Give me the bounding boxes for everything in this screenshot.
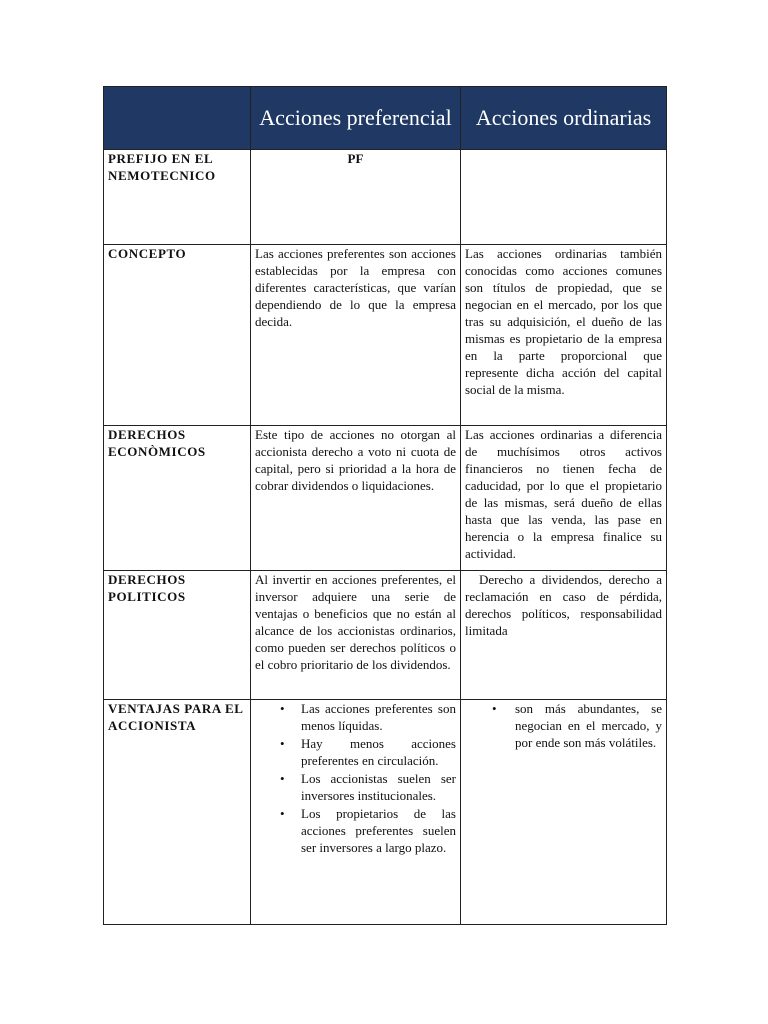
list-item-text: Hay menos acciones preferentes en circulación.	[301, 736, 456, 768]
table-row	[104, 245, 667, 426]
comparison-table	[103, 86, 667, 925]
list-item	[465, 700, 662, 751]
cell-ventajas-ordinarias	[461, 700, 667, 925]
row-label-derechos-politicos: DERECHOS POLITICOS	[104, 571, 251, 700]
cell-politicos-ordinarias	[461, 571, 667, 700]
header-cell-ordinarias: Acciones ordinarias	[461, 87, 667, 150]
list-item-text: Las acciones preferentes son menos líquidas.	[301, 701, 456, 733]
bullet-list-preferencial	[255, 700, 456, 856]
cell-politicos-preferencial: Al invertir en acciones preferentes, el inversor adquiere una serie de ventajas o beneficios que no están al alcance de los accionistas ordinarios, como pueden ser derechos políticos o el cobro prioritario de los dividendos.	[251, 571, 461, 700]
header-cell-preferencial: Acciones preferencial	[251, 87, 461, 150]
cell-concepto-preferencial: Las acciones preferentes son acciones establecidas por la empresa con diferentes características, que varían dependiendo de lo que la empresa decida.	[251, 245, 461, 426]
bullet-icon: •	[280, 771, 285, 786]
cell-economicos-preferencial: Este tipo de acciones no otorgan al accionista derecho a voto ni cuota de capital, pero si prioridad a la hora de cobrar dividendos o liquidaciones.	[251, 426, 461, 571]
table-row	[104, 571, 667, 700]
row-label-ventajas: VENTAJAS PARA EL ACCIONISTA	[104, 700, 251, 925]
table-row	[104, 700, 667, 925]
bullet-icon: •	[280, 806, 285, 821]
bullet-icon: •	[280, 736, 285, 751]
bullet-icon: •	[492, 701, 497, 716]
cell-economicos-ordinarias: Las acciones ordinarias a diferencia de muchísimos otros activos financieros no tienen fecha de caducidad, por lo que el propietario de las mismas, será dueño de ellas hasta que las venda, las pase en herencia o la empresa finalice su actividad.	[461, 426, 667, 571]
list-item	[255, 700, 456, 734]
table-header-row	[104, 87, 667, 150]
cell-concepto-ordinarias: Las acciones ordinarias también conocidas como acciones comunes son títulos de propiedad, que se negocian en el mercado, por los que tras su adquisición, el dueño de las mismas es propietario de la empresa en la parte proporcional que represente dicha acción del capital social de la misma.	[461, 245, 667, 426]
list-item-text: Los propietarios de las acciones preferentes suelen ser inversores a largo plazo.	[301, 806, 456, 855]
header-cell-empty	[104, 87, 251, 150]
table-row	[104, 150, 667, 245]
list-item	[255, 770, 456, 804]
cell-prefijo-preferencial: PF	[251, 150, 461, 245]
cell-ventajas-preferencial	[251, 700, 461, 925]
list-item-text: son más abundantes, se negocian en el mercado, y por ende son más volátiles.	[515, 701, 662, 750]
list-item-text: Los accionistas suelen ser inversores institucionales.	[301, 771, 456, 803]
row-label-concepto: CONCEPTO	[104, 245, 251, 426]
list-item	[255, 805, 456, 856]
list-item	[255, 735, 456, 769]
cell-prefijo-ordinarias	[461, 150, 667, 245]
cell-politicos-ordinarias-text: Derecho a dividendos, derecho a reclamación en caso de pérdida, derechos políticos, responsabilidad limitada	[465, 572, 662, 638]
bullet-list-ordinarias	[465, 700, 662, 751]
row-label-derechos-economicos: DERECHOS ECONÒMICOS	[104, 426, 251, 571]
row-label-prefijo: PREFIJO EN EL NEMOTECNICO	[104, 150, 251, 245]
table-row	[104, 426, 667, 571]
bullet-icon: •	[280, 701, 285, 716]
